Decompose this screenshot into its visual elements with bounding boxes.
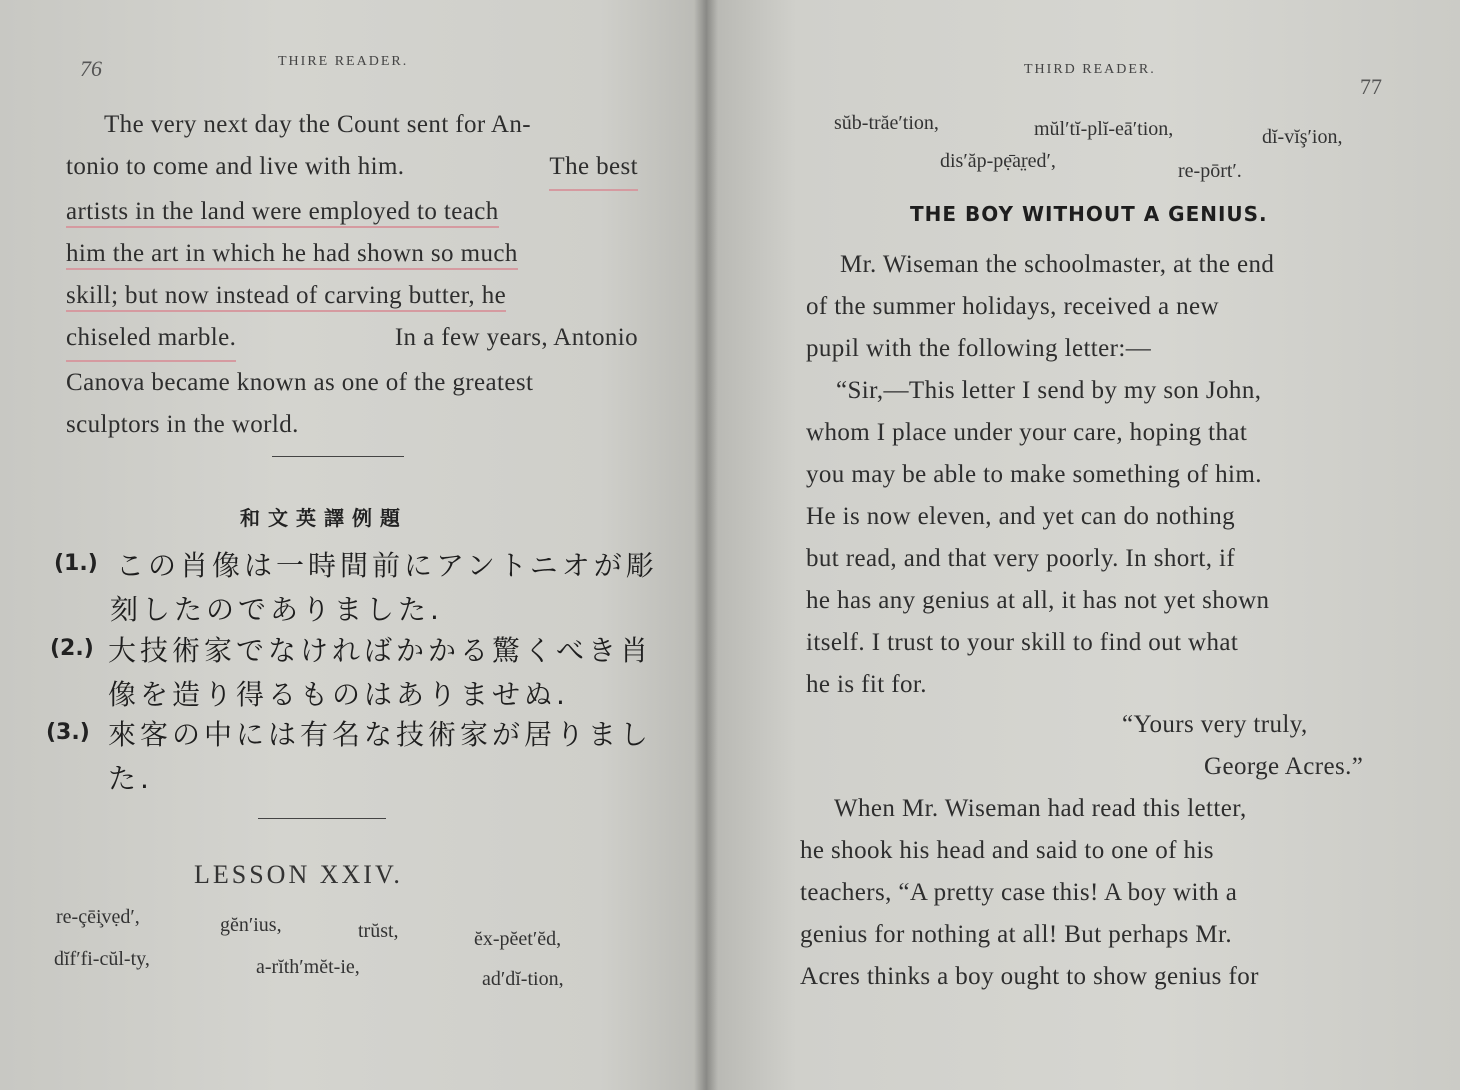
- exercise-number: (3.): [46, 720, 90, 745]
- text-line: genius for nothing at all! But perhaps Mr.: [800, 921, 1233, 948]
- story-title: THE BOY WITHOUT A GENIUS.: [910, 202, 1268, 226]
- text-line: [66, 317, 638, 362]
- exercise-line: 刻したのでありました.: [110, 593, 443, 626]
- text-line: He is now eleven, and yet can do nothing: [806, 503, 1236, 530]
- letter-closing: “Yours very truly,: [1122, 711, 1308, 738]
- letter-signature: George Acres.”: [1204, 753, 1364, 780]
- text-line: [66, 146, 638, 191]
- text-line: teachers, “A pretty case this! A boy with a: [800, 879, 1238, 906]
- text-line: pupil with the following letter:—: [806, 335, 1152, 362]
- text-line: sculptors in the world.: [66, 411, 299, 438]
- section-divider: [258, 818, 386, 819]
- vocab-word: trŭst,: [358, 920, 399, 942]
- right-page: [706, 0, 1460, 1090]
- vocab-word: re-çēi̧vẹd′,: [56, 906, 140, 928]
- text-line: he has any genius at all, it has not yet shown: [806, 587, 1270, 614]
- underlined-text: skill; but now instead of carving butter, he: [66, 282, 506, 312]
- page-number: 77: [1360, 74, 1382, 99]
- text-span: tonio to come and live with him.: [66, 153, 405, 180]
- text-line: Mr. Wiseman the schoolmaster, at the end: [840, 251, 1275, 278]
- text-line: he is fit for.: [806, 671, 927, 698]
- text-line: but read, and that very poorly. In short, if: [806, 545, 1236, 572]
- left-page: [0, 0, 706, 1090]
- exercise-line: 大技術家でなければかかる驚くべき肖: [108, 634, 653, 667]
- underlined-text: chiseled marble.: [66, 317, 236, 362]
- vocab-word: dĭ-vĭş′ion,: [1262, 126, 1343, 148]
- vocab-word: mŭl′tĭ-plĭ-eā′tion,: [1034, 118, 1174, 140]
- underlined-text: The best: [549, 146, 638, 191]
- paragraph: [800, 788, 1396, 998]
- text-line: The very next day the Count sent for An-: [104, 111, 532, 138]
- vocab-word: sŭb-trăe′tion,: [834, 112, 939, 134]
- section-divider: [272, 456, 404, 457]
- vocab-word: gĕn′ius,: [220, 914, 282, 936]
- text-line: “Sir,—This letter I send by my son John,: [836, 377, 1262, 404]
- text-span: In a few years, Antonio: [394, 324, 638, 351]
- vocab-word: re-pōrt′.: [1178, 160, 1242, 182]
- exercise-number: (2.): [50, 636, 94, 661]
- text-line: he shook his head and said to one of his: [800, 837, 1214, 864]
- text-line: [66, 191, 638, 233]
- text-line: When Mr. Wiseman had read this letter,: [834, 795, 1247, 822]
- text-line: itself. I trust to your skill to find out what: [806, 629, 1239, 656]
- exercise-title: 和文英譯例題: [240, 506, 408, 530]
- vocab-word: ad′dĭ-tion,: [482, 968, 564, 990]
- text-line: [66, 275, 638, 317]
- book-gutter: [694, 0, 718, 1090]
- text-line: [66, 233, 638, 275]
- vocab-word: ĕx-pĕet′ĕd,: [474, 928, 562, 950]
- exercise-line: 來客の中には有名な技術家が居りまし: [108, 718, 653, 751]
- paragraph: [806, 244, 1392, 370]
- text-line: Canova became known as one of the greatest: [66, 369, 534, 396]
- lesson-heading: LESSON XXIV.: [194, 860, 403, 889]
- exercise-line: た.: [108, 762, 153, 795]
- underlined-text: him the art in which he had shown so much: [66, 240, 518, 270]
- vocab-word: dĭf′fi-cŭl-ty,: [54, 948, 150, 970]
- paragraph: [66, 104, 638, 446]
- exercise-number: (1.): [54, 551, 98, 576]
- text-line: whom I place under your care, hoping that: [806, 419, 1248, 446]
- running-head: THIRD READER.: [1024, 62, 1156, 77]
- vocab-word: dis′ăp-pẹ̄ar̤ed′,: [940, 150, 1056, 172]
- text-line: you may be able to make something of him.: [806, 461, 1262, 488]
- running-head: THIRE READER.: [278, 54, 409, 69]
- letter-body: [806, 370, 1396, 706]
- page-number: 76: [80, 56, 102, 81]
- exercise-line: 像を造り得るものはありませぬ.: [108, 678, 569, 711]
- underlined-text: artists in the land were employed to teach: [66, 198, 499, 228]
- exercise-line: この肖像は一時間前にアントニオが彫: [116, 549, 658, 582]
- text-line: of the summer holidays, received a new: [806, 293, 1219, 320]
- text-line: Acres thinks a boy ought to show genius for: [800, 963, 1259, 990]
- vocab-word: a-rĭth′mĕt-ie,: [256, 956, 360, 978]
